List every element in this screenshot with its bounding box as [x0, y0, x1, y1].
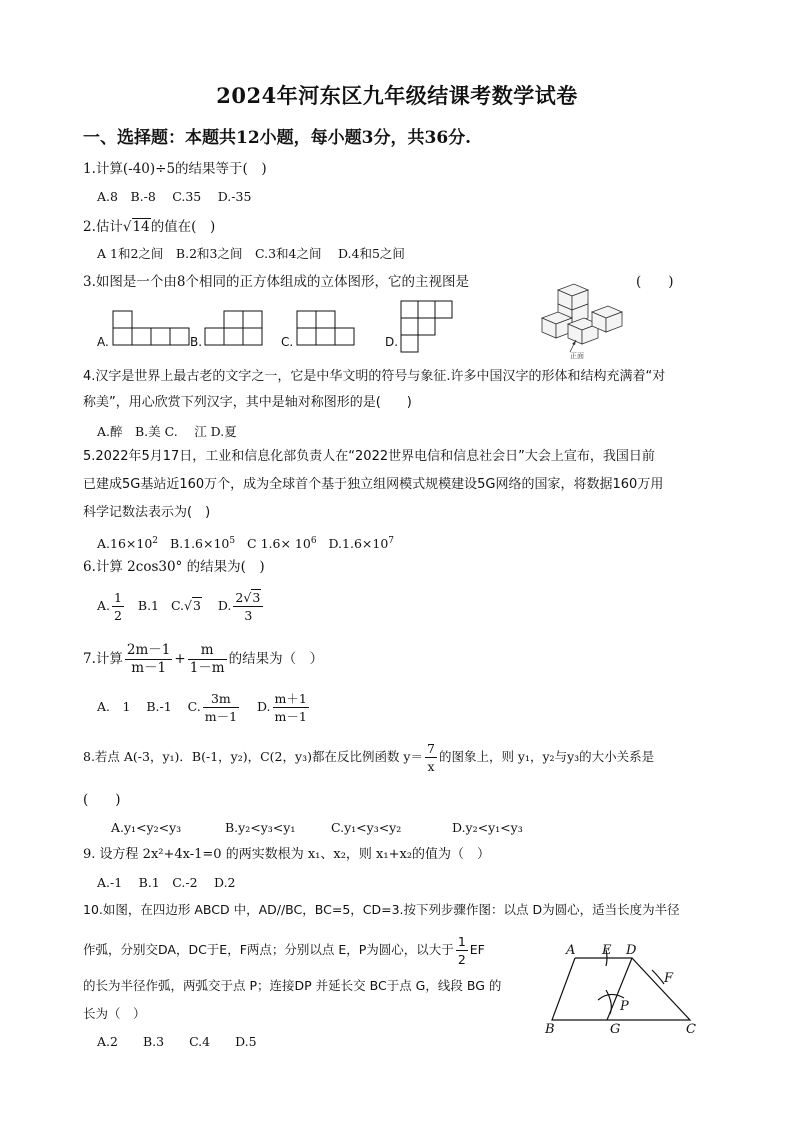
q3-option-d-label: D.	[385, 335, 399, 349]
q10-geometry-figure	[540, 940, 710, 1035]
q3-option-a-figure	[110, 310, 194, 346]
q7-c-fraction: $\frac{3m}{m-1}$	[204, 691, 238, 724]
question-5-line-3: 科学记数法表示为( )	[83, 505, 211, 520]
label-d: D	[626, 943, 637, 958]
question-8-option-d: D.y₂<y₁<y₃	[452, 820, 523, 835]
question-4-options: A.醉 B.美 C. 江 D.夏	[97, 424, 237, 439]
label-a: A	[566, 943, 576, 958]
q3-option-c-figure	[296, 310, 366, 346]
question-10-line-4: 长为（ ）	[83, 1006, 146, 1021]
question-7-stem: 7.计算 $\frac{2m-1}{m-1}$ + $\frac{m}{1-m}$ 的结果为（ ）	[83, 642, 324, 676]
question-4-line-2: 称美”，用心欣赏下列汉字，其中是轴对称图形的是( )	[83, 395, 412, 410]
question-4-line-1: 4.汉字是世界上最古老的文字之一，它是中华文明的符号与象征.许多中国汉字的形体和结构充满着“对	[83, 369, 666, 384]
q3-option-c-label: C.	[281, 335, 294, 349]
q6-d-fraction: $\frac{2√3}{3}$	[233, 589, 263, 624]
q3-option-d-figure	[400, 300, 460, 354]
label-e: E	[602, 943, 612, 958]
question-9-options: A.-1 B.1 C.-2 D.2	[97, 875, 236, 890]
question-1-options: A.8 B.-8 C.35 D.-35	[97, 189, 252, 204]
question-9-stem: 9. 设方程 2x²+4x-1=0 的两实数根为 x₁、x₂，则 x₁+x₂的值为（ ）	[83, 847, 491, 862]
label-g: G	[610, 1022, 621, 1037]
q10-half-fraction: $\frac{1}{2}$	[457, 934, 466, 967]
question-10-options: A.2 B.3 C.4 D.5	[97, 1034, 257, 1049]
q7-fraction-1: $\frac{2m-1}{m-1}$	[126, 642, 171, 676]
question-2-stem	[83, 218, 215, 236]
question-3-bracket: ( )	[636, 274, 674, 290]
section-heading: 一、选择题：本题共12小题，每小题3分，共36分.	[83, 128, 472, 148]
q3-option-b-figure	[204, 310, 284, 346]
q7-d-fraction: $\frac{m+1}{m-1}$	[274, 691, 307, 724]
label-p: P	[620, 999, 629, 1014]
question-5-line-2: 已建成5G基站近160万个，成为全球首个基于独立组网模式规模建设5G网络的国家，将数据160万用	[83, 477, 664, 492]
question-6-options: A. $\frac{1}{2}$ B.1 C.√3 D. $\frac{2√3}{3}$	[97, 589, 265, 624]
question-1-stem: 1.计算(-40)÷5的结果等于( )	[83, 161, 267, 177]
question-7-options: A. 1 B.-1 C. $\frac{3m}{m-1}$ D. $\frac{m+1}{m-1}$	[97, 691, 307, 724]
label-b: B	[545, 1022, 555, 1037]
page-title: 2024年河东区九年级结课考数学试卷	[216, 83, 578, 108]
arc-p-2	[606, 990, 611, 1014]
q2-text-a: 2.估计	[83, 219, 123, 235]
question-8-option-a: A.y₁<y₂<y₃	[111, 820, 182, 835]
q3-front-label: 正面	[570, 352, 584, 360]
question-6-stem: 6.计算 2cos30° 的结果为( )	[83, 559, 265, 575]
q7-fraction-2: $\frac{m}{1-m}$	[189, 642, 225, 676]
q2-text-b: 的值在( )	[150, 219, 216, 235]
q3-cube-solid-figure	[540, 282, 630, 362]
question-5-line-1: 5.2022年5月17日，工业和信息化部负责人在“2022世界电信和信息社会日”大会上宣布，我国日前	[83, 449, 655, 464]
sqrt-14: √14	[122, 219, 150, 235]
question-5-options: $A.16\times 10^2$ $B.1.6\times 10^5$ C $1.6\times 10^6$ $D.1.6\times 10^7$	[97, 536, 395, 552]
question-8-bracket: ( )	[83, 792, 121, 808]
question-8-stem: 8.若点 A(-3，y₁)．B(-1，y₂)，C(2，y₃)都在反比例函数 y＝ $\frac{7}{x}$ 的图象上，则 y₁，y₂与y₃的大小关系是	[83, 741, 655, 774]
question-10-line-3: 的长为半径作弧，两弧交于点 P；连接DP 并延长交 BC于点 G，线段 BG 的	[83, 978, 502, 993]
q8-fraction: $\frac{7}{x}$	[427, 741, 435, 774]
question-10-line-1: 10.如图，在四边形 ABCD 中，AD//BC，BC=5，CD=3.按下列步骤作图：以点 D为圆心，适当长度为半径	[83, 902, 680, 917]
q6-a-fraction: $\frac{1}{2}$	[114, 590, 122, 623]
question-3-stem: 3.如图是一个由8个相同的正方体组成的立体图形，它的主视图是	[83, 274, 469, 290]
question-8-option-b: B.y₂<y₃<y₁	[225, 820, 296, 835]
q3-option-a-label: A.	[97, 335, 109, 349]
question-10-line-2: 作弧，分别交DA，DC于E，F两点；分别以点 E，P为圆心，以大于 $\frac{1}{2}$ EF	[83, 934, 485, 967]
label-c: C	[686, 1022, 696, 1037]
label-f: F	[664, 971, 674, 986]
question-2-options: A 1和2之间 B.2和3之间 C.3和4之间 D.4和5之间	[97, 246, 405, 261]
q3-option-b-label: B.	[190, 335, 203, 349]
question-8-option-c: C.y₁<y₃<y₂	[331, 820, 402, 835]
